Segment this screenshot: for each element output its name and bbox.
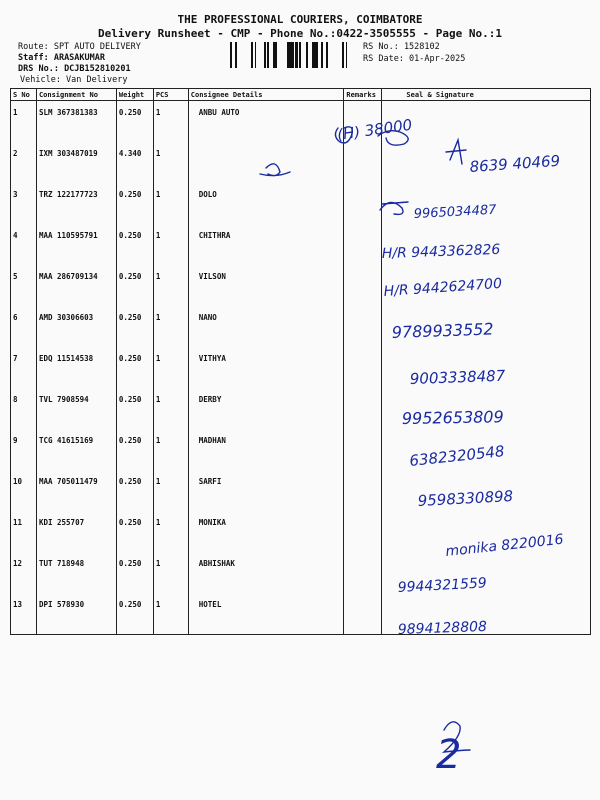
row-remarks: [344, 183, 382, 224]
row-consignment-no: AMD 30306603: [36, 306, 116, 347]
row-signature: [382, 593, 591, 635]
row-consignment-no: TUT 718948: [36, 552, 116, 593]
table-row: [11, 593, 591, 635]
row-remarks: [344, 388, 382, 429]
row-signature: [382, 306, 591, 347]
table-header-row: [11, 89, 591, 101]
document-title: THE PROFESSIONAL COURIERS, COIMBATORE: [177, 13, 423, 26]
handwriting-row9: 6382320548: [408, 442, 506, 470]
barcode-bar: [346, 42, 347, 68]
row-remarks: [344, 552, 382, 593]
barcode-bar: [313, 42, 314, 68]
barcode-bar: [251, 42, 252, 68]
row-pcs: 1: [153, 552, 188, 593]
handwriting-row3: 9965034487: [413, 202, 497, 222]
row-consignee: VITHYA: [188, 347, 344, 388]
table-row: [11, 265, 591, 306]
row-consignment-no: MAA 110595791: [36, 224, 116, 265]
rs-number: RS No.: 1528102: [363, 42, 440, 52]
row-consignee: ABHISHAK: [188, 552, 344, 593]
row-weight: 4.340: [116, 142, 153, 183]
row-signature: [382, 388, 591, 429]
barcode-bar: [252, 42, 253, 68]
row-weight: 0.250: [116, 306, 153, 347]
row-weight: 0.250: [116, 388, 153, 429]
row-pcs: 1: [153, 224, 188, 265]
row-weight: 0.250: [116, 224, 153, 265]
row-sno: 6: [11, 306, 37, 347]
barcode-bar: [315, 42, 317, 68]
row-remarks: [344, 347, 382, 388]
handwriting-row6: 9789933552: [391, 319, 494, 342]
handwriting-row13: 9894128808: [397, 618, 488, 638]
table-row: [11, 347, 591, 388]
row-consignment-no: TVL 7908594: [36, 388, 116, 429]
table-row: [11, 306, 591, 347]
row-weight: 0.250: [116, 101, 153, 143]
handwriting-row5: H/R 9442624700: [383, 275, 503, 300]
row-signature: [382, 142, 591, 183]
row-consignee: NANO: [188, 306, 344, 347]
row-sno: 2: [11, 142, 37, 183]
row-consignee: VILSON: [188, 265, 344, 306]
row-pcs: 1: [153, 429, 188, 470]
runsheet-table: [10, 88, 591, 635]
row-pcs: 1: [153, 388, 188, 429]
signature-stroke-5: [444, 722, 470, 752]
handwriting-page-mark: 2: [436, 732, 462, 778]
row-signature: [382, 101, 591, 143]
row-remarks: [344, 306, 382, 347]
row-weight: 0.250: [116, 429, 153, 470]
row-consignment-no: TRZ 122177723: [36, 183, 116, 224]
row-sno: 8: [11, 388, 37, 429]
row-signature: [382, 511, 591, 552]
row-consignment-no: IXM 303487019: [36, 142, 116, 183]
barcode-bar: [342, 42, 343, 68]
row-sno: 13: [11, 593, 37, 635]
handwriting-row2: 8639 40469: [469, 151, 561, 176]
row-sno: 7: [11, 347, 37, 388]
row-sno: 9: [11, 429, 37, 470]
row-pcs: 1: [153, 142, 188, 183]
barcode-bar: [235, 42, 237, 68]
handwriting-row11: monika 8220016: [444, 531, 565, 560]
barcode-bar: [343, 42, 344, 68]
table-row: [11, 511, 591, 552]
row-signature: [382, 552, 591, 593]
barcode-bar: [287, 42, 289, 68]
row-consignment-no: TCG 41615169: [36, 429, 116, 470]
row-weight: 0.250: [116, 511, 153, 552]
col-header-consignment: Consignment No: [36, 89, 116, 101]
row-sno: 4: [11, 224, 37, 265]
row-consignee: ANBU AUTO: [188, 101, 344, 143]
barcode-icon: [230, 42, 355, 68]
handwriting-row12: 9944321559: [397, 575, 488, 596]
row-pcs: 1: [153, 101, 188, 143]
row-pcs: 1: [153, 183, 188, 224]
row-consignment-no: MAA 286709134: [36, 265, 116, 306]
row-consignment-no: SLM 367381383: [36, 101, 116, 143]
row-pcs: 1: [153, 265, 188, 306]
row-signature: [382, 347, 591, 388]
row-weight: 0.250: [116, 552, 153, 593]
table-row: [11, 183, 591, 224]
table-row: [11, 388, 591, 429]
row-consignee: DOLO: [188, 183, 344, 224]
col-header-consignee: Consignee Details: [188, 89, 344, 101]
barcode-bar: [295, 42, 298, 68]
col-header-pcs: PCS: [153, 89, 188, 101]
row-sno: 3: [11, 183, 37, 224]
row-signature: [382, 429, 591, 470]
row-sno: 11: [11, 511, 37, 552]
handwriting-row1: (H) 38000: [336, 115, 414, 144]
barcode-bar: [274, 42, 277, 68]
staff-line: Staff: ARASAKUMAR: [18, 53, 106, 63]
table-row: [11, 552, 591, 593]
row-pcs: 1: [153, 593, 188, 635]
row-remarks: [344, 265, 382, 306]
row-remarks: [344, 429, 382, 470]
barcode-bar: [230, 42, 232, 68]
row-remarks: [344, 593, 382, 635]
row-weight: 0.250: [116, 347, 153, 388]
barcode-bar: [321, 42, 323, 68]
row-weight: 0.250: [116, 265, 153, 306]
row-sno: 1: [11, 101, 37, 143]
barcode-bar: [317, 42, 318, 68]
row-pcs: 1: [153, 511, 188, 552]
row-remarks: [344, 224, 382, 265]
row-consignment-no: KDI 255707: [36, 511, 116, 552]
vehicle-text: Vehicle: Van Delivery: [20, 75, 128, 85]
staff-name: ARASAKUMAR: [53, 53, 106, 63]
row-consignment-no: DPI 578930: [36, 593, 116, 635]
row-signature: [382, 224, 591, 265]
row-signature: [382, 470, 591, 511]
barcode-bar: [267, 42, 269, 68]
barcode-bar: [291, 42, 294, 68]
barcode-bar: [273, 42, 274, 68]
handwriting-row4: H/R 9443362826: [381, 241, 501, 262]
row-sno: 12: [11, 552, 37, 593]
row-consignment-no: EDQ 11514538: [36, 347, 116, 388]
handwriting-row10: 9598330898: [417, 487, 514, 510]
row-remarks: [344, 142, 382, 183]
handwriting-row8: 9952653809: [401, 407, 504, 428]
row-remarks: [344, 101, 382, 143]
document-subtitle: Delivery Runsheet - CMP - Phone No.:0422-3505555 - Page No.:1: [98, 27, 502, 40]
row-consignee: SARFI: [188, 470, 344, 511]
table-row: [11, 429, 591, 470]
col-header-remarks: Remarks: [344, 89, 382, 101]
barcode-bar: [299, 42, 301, 68]
col-header-sno: S No: [11, 89, 37, 101]
row-weight: 0.250: [116, 470, 153, 511]
route-text: Route: SPT AUTO DELIVERY: [18, 42, 141, 52]
row-remarks: [344, 511, 382, 552]
row-pcs: 1: [153, 306, 188, 347]
col-header-signature: Seal & Signature: [382, 89, 591, 101]
row-consignee: MADHAN: [188, 429, 344, 470]
drs-number: DCJB152810201: [64, 64, 131, 74]
row-consignee: HOTEL: [188, 593, 344, 635]
row-sno: 10: [11, 470, 37, 511]
row-consignee: [188, 142, 344, 183]
row-pcs: 1: [153, 470, 188, 511]
table-row: [11, 101, 591, 143]
table-row: [11, 142, 591, 183]
table-row: [11, 470, 591, 511]
barcode-bar: [306, 42, 308, 68]
row-consignee: MONIKA: [188, 511, 344, 552]
barcode-bar: [314, 42, 315, 68]
barcode-bar: [289, 42, 291, 68]
row-consignee: CHITHRA: [188, 224, 344, 265]
row-remarks: [344, 470, 382, 511]
drs-line: DRS No.: DCJB152810201: [18, 64, 131, 74]
rs-date: RS Date: 01-Apr-2025: [363, 54, 466, 64]
handwriting-row7: 9003338487: [409, 366, 506, 388]
row-weight: 0.250: [116, 183, 153, 224]
barcode-bar: [255, 42, 256, 68]
row-consignee: DERBY: [188, 388, 344, 429]
table-row: [11, 224, 591, 265]
barcode-bar: [326, 42, 328, 68]
row-signature: [382, 183, 591, 224]
barcode-bar: [264, 42, 266, 68]
row-pcs: 1: [153, 347, 188, 388]
row-weight: 0.250: [116, 593, 153, 635]
row-consignment-no: MAA 705011479: [36, 470, 116, 511]
row-signature: [382, 265, 591, 306]
col-header-weight: Weight: [116, 89, 153, 101]
barcode-bar: [312, 42, 313, 68]
row-sno: 5: [11, 265, 37, 306]
